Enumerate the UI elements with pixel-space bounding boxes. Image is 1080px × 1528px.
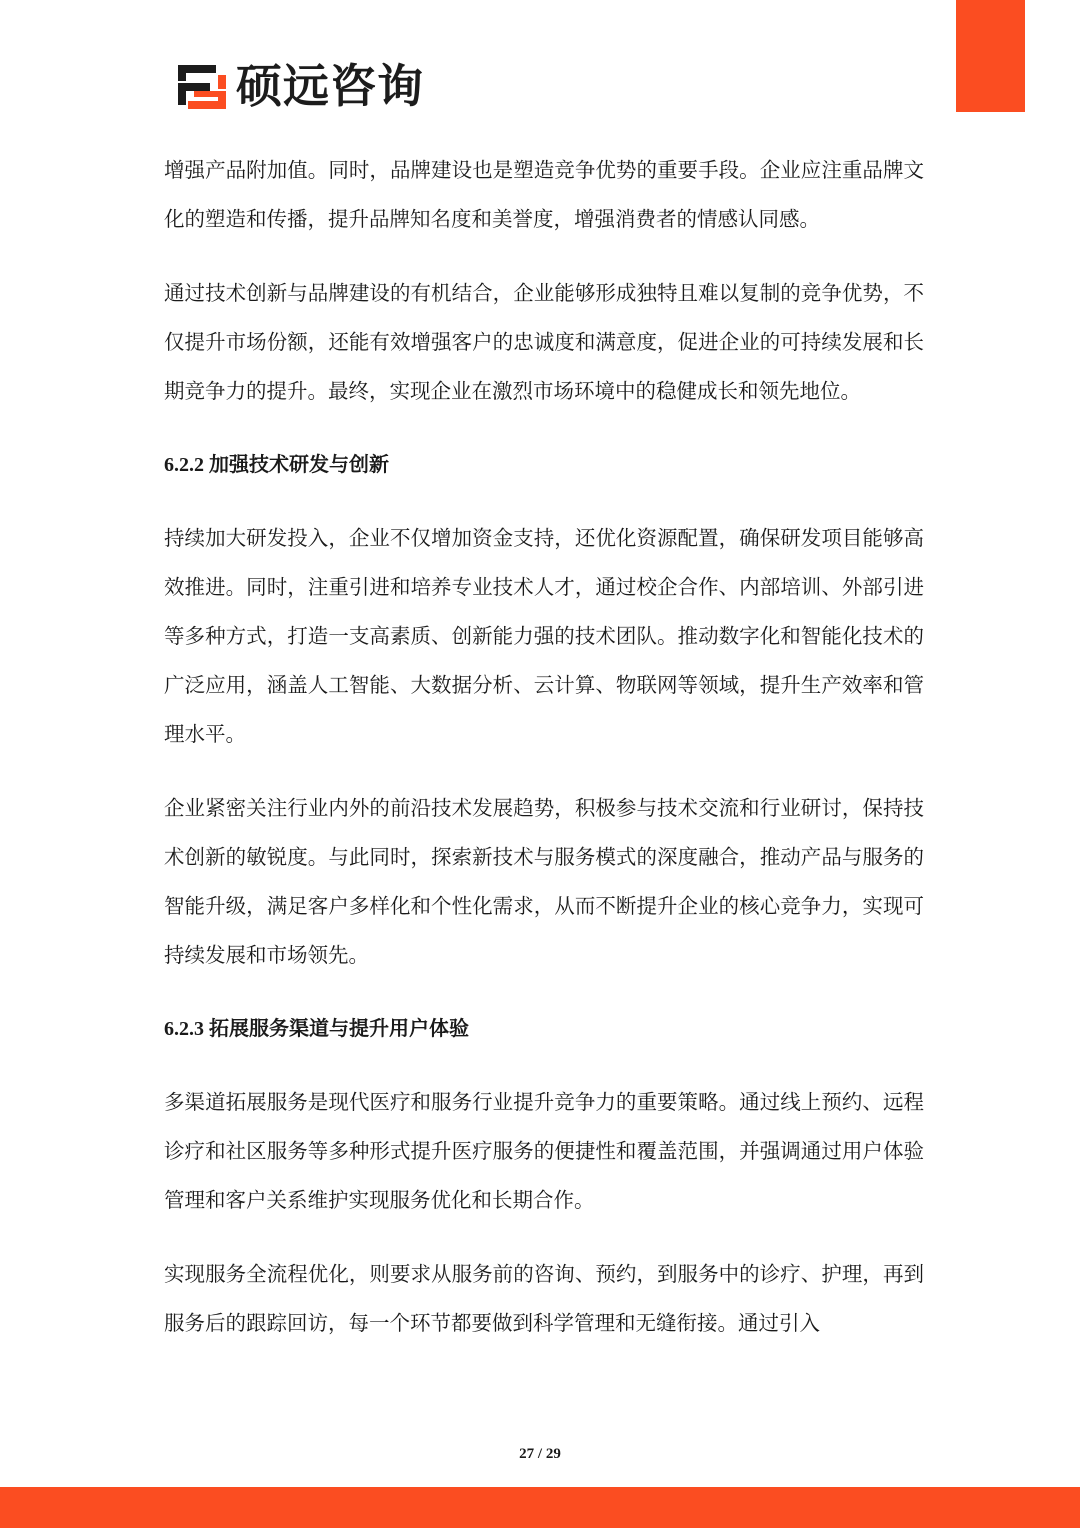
section-heading-6-2-3: 6.2.3 拓展服务渠道与提升用户体验 <box>164 1018 469 1040</box>
footer-accent-bar <box>0 1487 1080 1528</box>
paragraph-innovation-brand: 通过技术创新与品牌建设的有机结合，企业能够形成独特且难以复制的竞争优势，不仅提升市场份额，还能有效增强客户的忠诚度和满意度，促进企业的可持续发展和长期竞争力的提升。最终，实现企业在激烈市场环境中的稳健成长和领先地位。 <box>164 281 924 403</box>
paragraph-brand-building: 增强产品附加值。同时，品牌建设也是塑造竞争优势的重要手段。企业应注重品牌文化的塑造和传播，提升品牌知名度和美誉度，增强消费者的情感认同感。 <box>164 158 924 231</box>
logo-text: 硕远咨询 <box>236 59 424 113</box>
corner-accent-block <box>956 0 1025 112</box>
page-content <box>164 146 924 1373</box>
paragraph-tech-trends: 企业紧密关注行业内外的前沿技术发展趋势，积极参与技术交流和行业研讨，保持技术创新的敏锐度。与此同时，探索新技术与服务模式的深度融合，推动产品与服务的智能升级，满足客户多样化和个性化需求，从而不断提升企业的核心竞争力，实现可持续发展和市场领先。 <box>164 796 924 967</box>
page-number: 27 / 29 <box>519 1446 561 1462</box>
paragraph-rd-investment: 持续加大研发投入，企业不仅增加资金支持，还优化资源配置，确保研发项目能够高效推进。同时，注重引进和培养专业技术人才，通过校企合作、内部培训、外部引进等多种方式，打造一支高素质、创新能力强的技术团队。推动数字化和智能化技术的广泛应用，涵盖人工智能、大数据分析、云计算、物联网等领域，提升生产效率和管理水平。 <box>164 526 924 746</box>
paragraph-multichannel-service: 多渠道拓展服务是现代医疗和服务行业提升竞争力的重要策略。通过线上预约、远程诊疗和社区服务等多种形式提升医疗服务的便捷性和覆盖范围，并强调通过用户体验管理和客户关系维护实现服务优化和长期合作。 <box>164 1090 924 1212</box>
section-heading-6-2-2: 6.2.2 加强技术研发与创新 <box>164 454 389 476</box>
company-logo <box>176 58 424 114</box>
s-logo-icon <box>176 61 228 111</box>
paragraph-service-process: 实现服务全流程优化，则要求从服务前的咨询、预约，到服务中的诊疗、护理，再到服务后的跟踪回访，每一个环节都要做到科学管理和无缝衔接。通过引入 <box>164 1262 924 1335</box>
